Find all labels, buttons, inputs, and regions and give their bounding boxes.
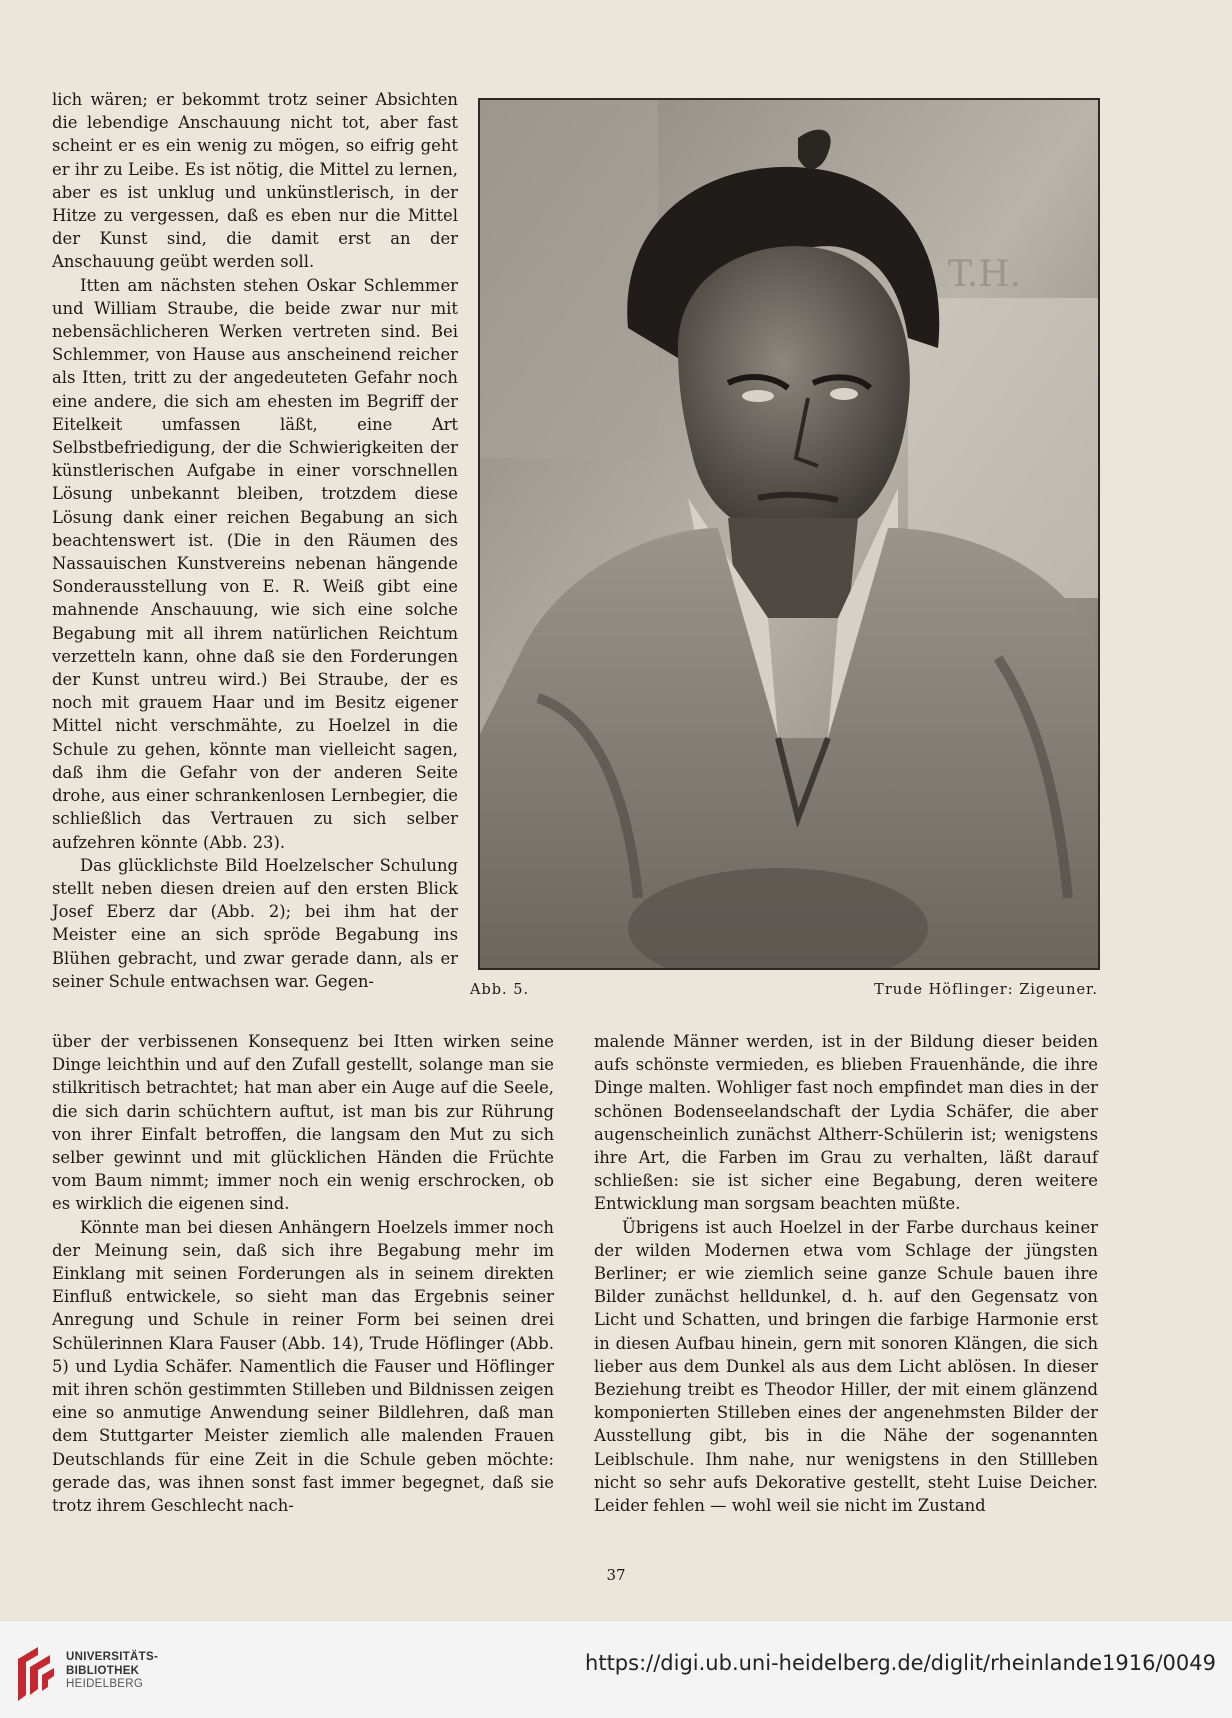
- paragraph: über der verbissenen Konsequenz bei Itten wirken seine Dinge leichthin und auf den Zufall gestellt, solange man sie stilkritisch betrachtet; hat man aber ein Auge auf die Seele, die sich darin schüchtern auftut, ist man bis zur Rührung von ihrer Einfalt betroffen, die langsam den Mut zu sich selber gewinnt und mit glücklichen Händen die Früchte vom Baum nimmt; immer noch ein wenig erschrocken, ob es wirklich die eigenen sind.: [52, 1032, 554, 1214]
- paragraph: malende Männer werden, ist in der Bildung dieser beiden aufs schönste vermieden, es blieben Frauenhände, die ihre Dinge malten. Wohliger fast noch empfindet man dies in der schönen Bodenseelandschaft der Lydia Schäfer, die aber augenscheinlich zunächst Altherr-Schülerin ist; wenigstens ihre Art, die Farben im Grau zu verhalten, läßt darauf schließen: sie ist sicher eine Begabung, deren weitere Entwicklung man sorgsam beachten müßte.: [594, 1032, 1098, 1214]
- portrait-painting: [478, 98, 1100, 970]
- article-column-bottom-right: [594, 1030, 1098, 1517]
- painting-figure: [478, 98, 1100, 970]
- digitization-footer: [0, 1620, 1232, 1718]
- paragraph: Übrigens ist auch Hoelzel in der Farbe durchaus keiner der wilden Modernen etwa vom Schlage der jüngsten Berliner; er wie ziemlich seine ganze Schule bauen ihre Bilder zunächst helldunkel, d. h. auf den Gegensatz von Licht und Schatten, und bringen die farbige Harmonie erst in diesen Aufbau hinein, gern mit sonoren Klängen, die sich lieber aus dem Dunkel als aus dem Licht ablösen. In dieser Beziehung treibt es Theodor Hiller, der mit einem glänzend komponierten Stilleben eines der angenehmsten Bilder der Ausstellung gibt, bis in die Nähe der sogenannten Leiblschule. Ihm nahe, nur wenigstens in den Stillleben nicht so sehr aufs Dekorative gestellt, steht Luise Deicher. Leider fehlen — wohl weil sie nicht im Zustand: [594, 1217, 1098, 1516]
- page-number: 37: [606, 1566, 626, 1584]
- university-library-logo-icon: [14, 1645, 56, 1703]
- library-name: [66, 1651, 158, 1692]
- article-column-bottom-left: [52, 1030, 554, 1517]
- paragraph: lich wären; er bekommt trotz seiner Absichten die lebendige Anschauung nicht tot, aber fast scheint er es ein wenig zu mögen, so eifrig geht er ihr zu Leibe. Es ist nötig, die Mittel zu lernen, aber es ist unklug und unkünstlerisch, in der Hitze zu vergessen, daß es eben nur die Mittel der Kunst sind, die damit erst an der Anschauung geübt werden soll.: [52, 90, 458, 272]
- figure-caption-number: Abb. 5.: [470, 982, 530, 998]
- paragraph: Itten am nächsten stehen Oskar Schlemmer und William Straube, die beide zwar nur mit nebensächlicheren Werken vertreten sind. Bei Schlemmer, von Hause aus anscheinend reicher als Itten, tritt zu der angedeuteten Gefahr noch eine andere, die sich am ehesten im Begriff der Eitelkeit umfassen läßt, eine Art Selbstbefriedigung, der die Schwierigkeiten der künstlerischen Aufgabe in einer vorschnellen Lösung unbekannt bleiben, trotzdem diese Lösung dank einer reichen Begabung an sich beachtenswert ist. (Die in den Räumen des Nassauischen Kunstvereins nebenan hängende Sonderausstellung von E. R. Weiß gibt eine mahnende Anschauung, wie sich eine solche Begabung mit all ihrem natürlichen Reichtum verzetteln kann, ohne daß sie den Forderungen der Kunst untreu wird.) Bei Straube, der es noch mit grauem Haar und im Besitz eigener Mittel nicht verschmähte, zu Hoelzel in die Schule zu gehen, könnte man vielleicht sagen, daß ihm die Gefahr von der anderen Seite drohe, aus einer schrankenlosen Lernbegier, die schließlich das Vertrauen zu sich selber aufzehren könnte (Abb. 23).: [52, 275, 458, 852]
- library-name-line: BIBLIOTHEK: [66, 1664, 140, 1677]
- figure-caption-title: Trude Höflinger: Zigeuner.: [874, 982, 1098, 998]
- article-column-top-left: [52, 88, 458, 993]
- library-name-line: HEIDELBERG: [66, 1678, 144, 1690]
- paragraph: Das glücklichste Bild Hoelzelscher Schulung stellt neben diesen dreien auf den ersten Blick Josef Eberz dar (Abb. 2); bei ihm hat der Meister eine an sich spröde Begabung ins Blühen gebracht, und zwar gerade dann, als er seiner Schule entwachsen war. Gegen-: [52, 855, 458, 991]
- paragraph: Könnte man bei diesen Anhängern Hoelzels immer noch der Meinung sein, daß sich ihre Begabung mehr im Einklang mit seinen Forderungen als in seinem direkten Einfluß entwickele, so sieht man das Ergebnis seiner Anregung und Schule in reiner Form bei seinen drei Schülerinnen Klara Fauser (Abb. 14), Trude Höflinger (Abb. 5) und Lydia Schäfer. Namentlich die Fauser und Höflinger mit ihren schön gestimmten Stilleben und Bildnissen zeigen eine so anmutige Anwendung seiner Bildlehren, daß man dem Stuttgarter Meister ziemlich alle malenden Frauen Deutschlands für eine Zeit in die Schule geben möchte: gerade das, was ihnen sonst fast immer begegnet, daß sie trotz ihrem Geschlecht nach-: [52, 1217, 554, 1516]
- painting-signature: T.H.: [948, 254, 1022, 295]
- permalink-url[interactable]: https://digi.ub.uni-heidelberg.de/diglit/rheinlande1916/0049: [585, 1651, 1216, 1675]
- library-name-line: UNIVERSITÄTS-: [66, 1651, 159, 1663]
